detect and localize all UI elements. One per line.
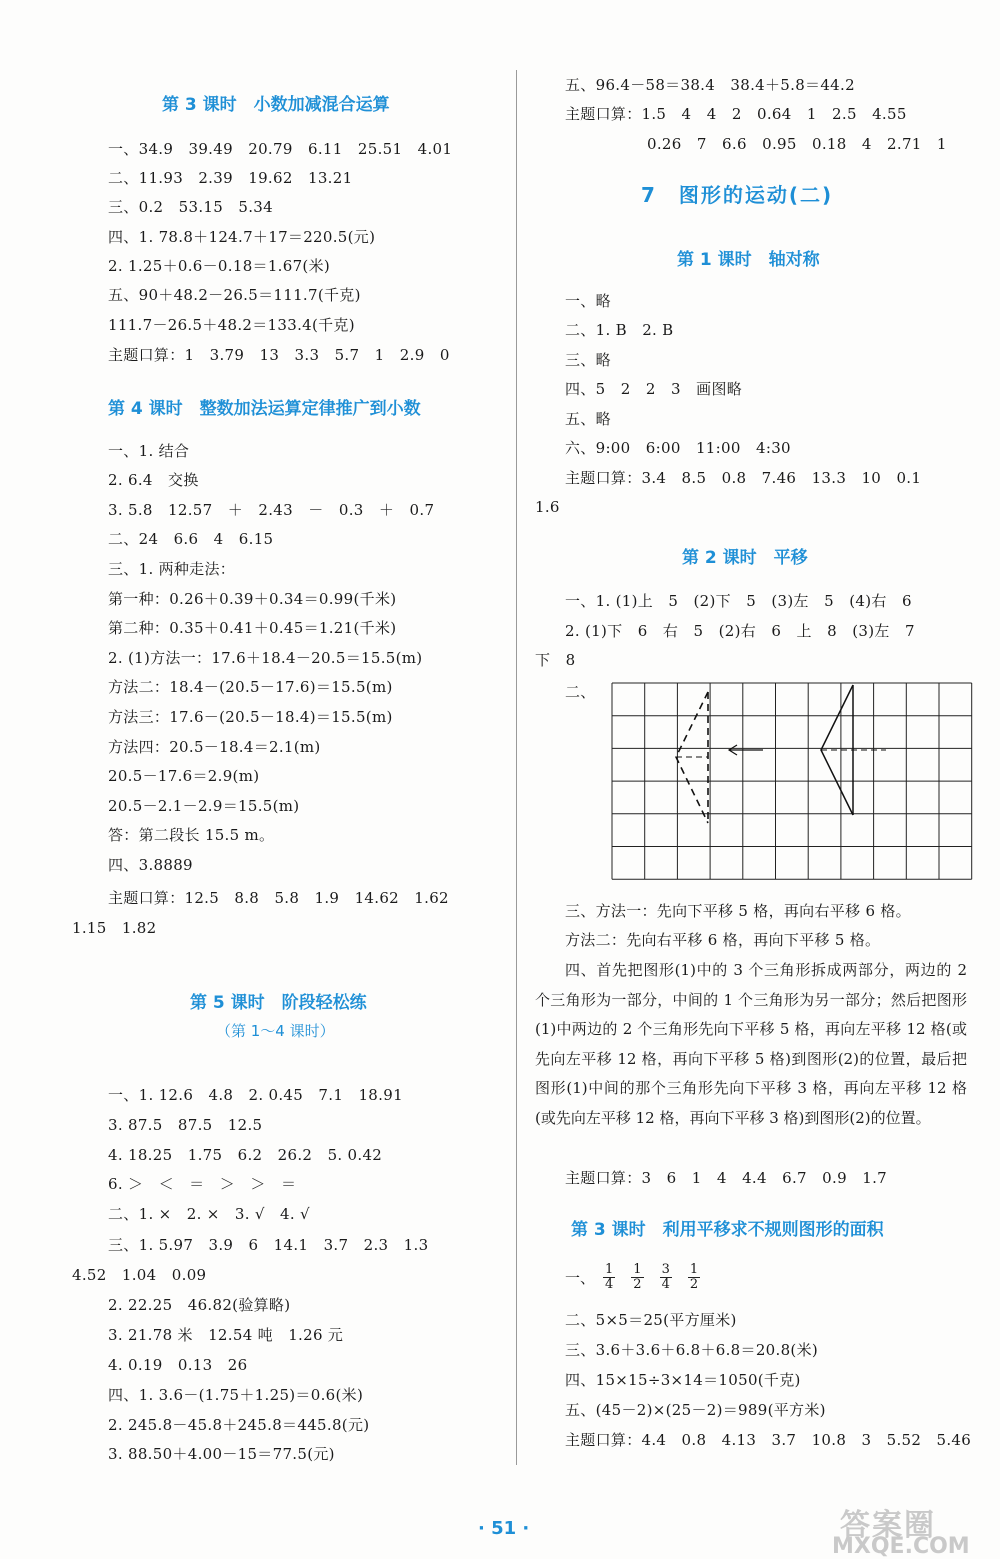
translation-grid xyxy=(611,682,973,888)
fraction: $\frac{1}{2}$ xyxy=(689,1262,699,1292)
section-title-lesson5: 第 5 课时 阶段轻松练 xyxy=(190,993,367,1013)
answer-line: 20.5－2.1－2.9＝15.5(m) xyxy=(108,797,300,815)
section-subtitle: （第 1～4 课时） xyxy=(216,1022,335,1040)
translated-triangles xyxy=(676,692,708,823)
fraction-answer-line xyxy=(565,1263,708,1292)
mental-math-line: 主题口算：1 3.79 13 3.3 5.7 1 2.9 0 xyxy=(108,346,450,364)
answer-line: 方法二：先向右平移 6 格，再向下平移 5 格。 xyxy=(565,931,881,949)
left-arrow xyxy=(729,745,763,755)
mental-math-line: 主题口算：3 6 1 4 4.4 6.7 0.9 1.7 xyxy=(565,1169,887,1187)
answer-line: 三、3.6＋3.6＋6.8＋6.8＝20.8(米) xyxy=(565,1341,819,1359)
fraction: $\frac{1}{4}$ xyxy=(605,1262,614,1292)
mental-math-line: 主题口算：4.4 0.8 4.13 3.7 10.8 3 5.52 5.46 xyxy=(565,1431,972,1449)
answer-line: 方法二：18.4－(20.5－17.6)＝15.5(m) xyxy=(108,678,393,696)
answer-line: 方法四：20.5－18.4＝2.1(m) xyxy=(108,738,321,756)
answer-line: 2. 22.25 46.82(验算略) xyxy=(108,1296,291,1314)
answer-line: 二、24 6.6 4 6.15 xyxy=(108,530,274,548)
answer-line: 四、3.8889 xyxy=(108,856,193,874)
section-title-lesson4: 第 4 课时 整数加法运算定律推广到小数 xyxy=(108,399,421,419)
answer-line: 第一种：0.26＋0.39＋0.34＝0.99(千米) xyxy=(108,590,397,608)
watermark-logo: 答案圈 MXQE.COM xyxy=(832,1508,970,1559)
answer-line: 五、(45－2)×(25－2)＝989(平方米) xyxy=(565,1401,826,1419)
answer-line: 2. (1)下 6 右 5 (2)右 6 上 8 (3)左 7 xyxy=(565,622,915,640)
answer-line: 一、1. 12.6 4.8 2. 0.45 7.1 18.91 xyxy=(108,1086,403,1104)
answer-line: 20.5－17.6＝2.9(m) xyxy=(108,767,260,785)
answer-line: 二、1. × 2. × 3. √ 4. √ xyxy=(108,1205,310,1223)
answer-line: 3. 87.5 87.5 12.5 xyxy=(108,1116,263,1134)
answer-line: 三、方法一：先向下平移 5 格，再向右平移 6 格。 xyxy=(565,902,911,920)
grid-question-label: 二、 xyxy=(565,683,596,701)
answer-line: 三、略 xyxy=(565,351,611,369)
mental-math-line: 主题口算：3.4 8.5 0.8 7.46 13.3 10 0.1 xyxy=(565,469,922,487)
fraction: $\frac{1}{2}$ xyxy=(633,1262,642,1292)
mental-math-continued: 1.15 1.82 xyxy=(72,919,157,937)
question-number: 一、 xyxy=(565,1269,596,1287)
answer-line: 111.7－26.5＋48.2＝133.4(千克) xyxy=(108,316,355,334)
column-divider xyxy=(516,70,517,1465)
answer-line: 答：第二段长 15.5 m。 xyxy=(108,826,275,844)
mental-math-line: 主题口算：12.5 8.8 5.8 1.9 14.62 1.62 xyxy=(108,889,449,907)
answer-line: 2. 1.25＋0.6－0.18＝1.67(米) xyxy=(108,257,331,275)
answer-line: 第二种：0.35＋0.41＋0.45＝1.21(千米) xyxy=(108,619,397,637)
answer-line: 三、1. 5.97 3.9 6 14.1 3.7 2.3 1.3 xyxy=(108,1236,429,1254)
mental-math-line: 主题口算：1.5 4 4 2 0.64 1 2.5 4.55 xyxy=(565,105,907,123)
answer-line: 六、9:00 6:00 11:00 4:30 xyxy=(565,439,791,457)
section-title-lesson1: 第 1 课时 轴对称 xyxy=(677,250,820,270)
answer-line: 4. 18.25 1.75 6.2 26.2 5. 0.42 xyxy=(108,1146,383,1164)
answer-line: 4. 0.19 0.13 26 xyxy=(108,1356,248,1374)
answer-line: 一、1. 结合 xyxy=(108,442,190,460)
answer-line: 四、15×15÷3×14＝1050(千克) xyxy=(565,1371,801,1389)
answer-line: 四、5 2 2 3 画图略 xyxy=(565,380,743,398)
answer-line: 一、略 xyxy=(565,292,611,310)
original-triangles xyxy=(821,685,886,815)
answer-line: 2. 6.4 交换 xyxy=(108,471,199,489)
answer-line: 3. 88.50＋4.00－15＝77.5(元) xyxy=(108,1445,335,1463)
answer-line: 6. ＞ ＜ ＝ ＞ ＞ ＝ xyxy=(108,1175,297,1193)
answer-line: 2. 245.8－45.8＋245.8＝445.8(元) xyxy=(108,1416,370,1434)
answer-line: 方法三：17.6－(20.5－18.4)＝15.5(m) xyxy=(108,708,393,726)
section-title-lesson2: 第 2 课时 平移 xyxy=(682,548,808,568)
answer-line: 二、1. B 2. B xyxy=(565,321,674,339)
answer-line-continued: 4.52 1.04 0.09 xyxy=(72,1266,207,1284)
answer-line: 3. 5.8 12.57 ＋ 2.43 － 0.3 ＋ 0.7 xyxy=(108,501,435,519)
section-title-lesson3-right: 第 3 课时 利用平移求不规则图形的面积 xyxy=(571,1220,884,1240)
answer-line: 三、0.2 53.15 5.34 xyxy=(108,198,273,216)
answer-line: 二、11.93 2.39 19.62 13.21 xyxy=(108,169,353,187)
mental-math-continued: 0.26 7 6.6 0.95 0.18 4 2.71 1 xyxy=(647,135,947,153)
explanation-paragraph: 四、首先把图形(1)中的 3 个三角形拆成两部分，两边的 2 个三角形为一部分，中间的 1 个三角形为另一部分；然后把图形(1)中两边的 2 个三角形先向下平移 5 格，再向左平移 12 格(或先向左平移 12 格，再向下平移 5 格)到图形(2)的位置，最后把图形(1)中间的那个三角形先向下平移 3 格，再向左平移 12 格(或先向左平移 12 格，再向下平移 3 格)到图形(2)的位置。 xyxy=(535,961,967,1127)
answer-line: 五、略 xyxy=(565,410,611,428)
answer-line-continued: 下 8 xyxy=(535,651,576,669)
answer-line: 一、1. (1)上 5 (2)下 5 (3)左 5 (4)右 6 xyxy=(565,592,912,610)
answer-line: 2. (1)方法一：17.6＋18.4－20.5＝15.5(m) xyxy=(108,649,423,667)
section-title-lesson3: 第 3 课时 小数加减混合运算 xyxy=(162,95,390,115)
answer-line: 四、1. 3.6－(1.75＋1.25)＝0.6(米) xyxy=(108,1386,364,1404)
chapter-title: 7 图形的运动(二) xyxy=(641,183,834,207)
answer-line: 一、34.9 39.49 20.79 6.11 25.51 4.01 xyxy=(108,140,453,158)
answer-line: 五、90＋48.2－26.5＝111.7(千克) xyxy=(108,286,361,304)
mental-math-continued: 1.6 xyxy=(535,498,560,516)
answer-line: 四、1. 78.8＋124.7＋17＝220.5(元) xyxy=(108,228,376,246)
fraction: $\frac{3}{4}$ xyxy=(661,1262,670,1292)
page-number: · 51 · xyxy=(478,1518,530,1539)
answer-line: 3. 21.78 米 12.54 吨 1.26 元 xyxy=(108,1326,344,1344)
answer-line: 三、1. 两种走法： xyxy=(108,560,236,578)
answer-line: 二、5×5＝25(平方厘米) xyxy=(565,1311,737,1329)
answer-line: 五、96.4－58＝38.4 38.4＋5.8＝44.2 xyxy=(565,76,855,94)
